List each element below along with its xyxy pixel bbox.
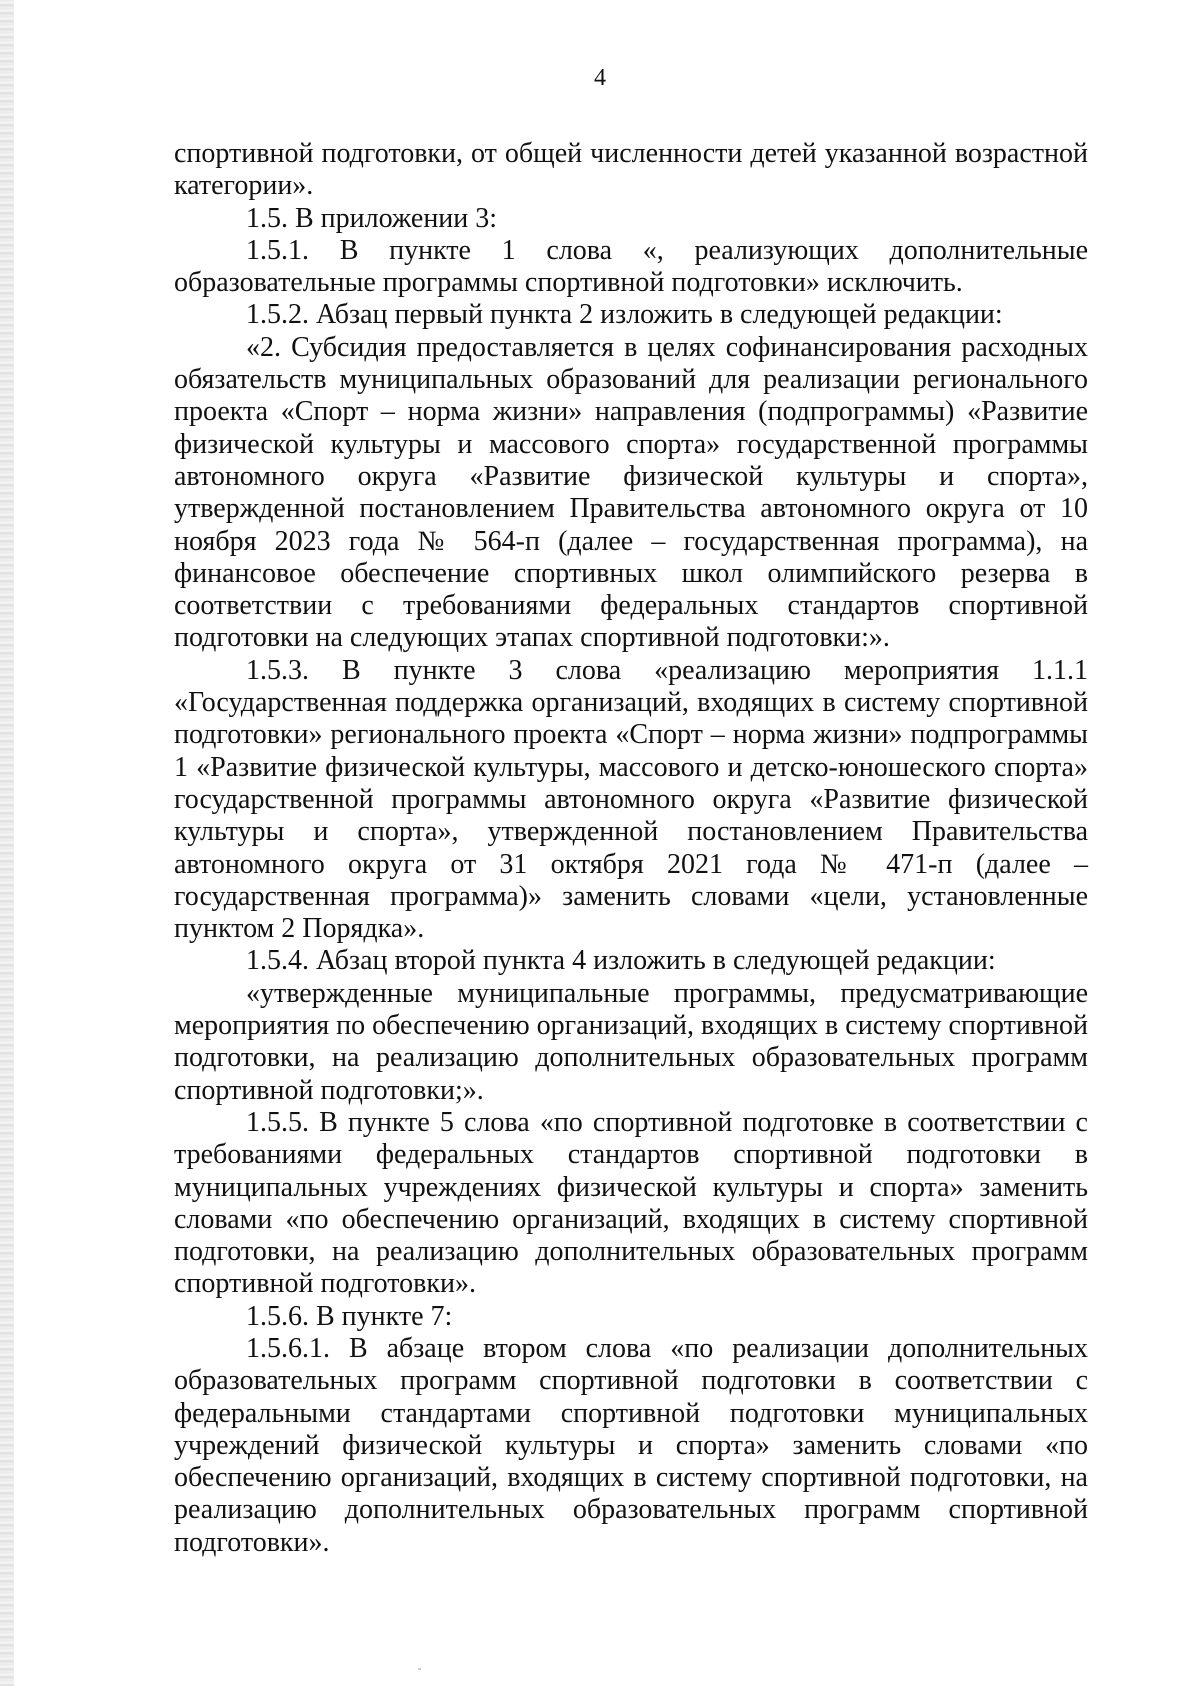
paragraph-1-5: 1.5. В приложении 3: [246,202,498,234]
paragraph-continuation: спортивной подготовки, от общей численности детей указанной возрастной категории». [174,138,1088,202]
scan-edge-artifact [0,0,14,1686]
paragraph-1-5-3: 1.5.3. В пункте 3 слова «реализацию мероприятия 1.1.1 «Государственная поддержка организаций, входящих в систему спортивной подготовки» регионального проекта «Спорт – норма жизни» подпрограммы 1 «Развитие физической культуры, массового и детско-юношеского спорта» государственной программы автономного округа «Развитие физической культуры и спорта», утвержденной постановлением Правительства автономного округа от 31 октября 2021 года № 471-п (далее – государственная программа)» заменить словами «цели, установленные пунктом 2 Порядка». [174,654,1088,945]
paragraph-1-5-2: 1.5.2. Абзац первый пункта 2 изложить в следующей редакции: [246,299,1003,331]
paragraph-1-5-6-1: 1.5.6.1. В абзаце втором слова «по реализации дополнительных образовательных программ спортивной подготовки в соответствии с федеральными стандартами спортивной подготовки муниципальных учреждений физической культуры и спорта» заменить словами «по обеспечению организаций, входящих в систему спортивной подготовки, на реализацию дополнительных образовательных программ спортивной подготовки». [174,1332,1088,1558]
paragraph-quote-subsidy: «2. Субсидия предоставляется в целях софинансирования расходных обязательств муниципальных образований для реализации регионального проекта «Спорт – норма жизни» направления (подпрограммы) «Развитие физической культуры и массового спорта» государственной программы автономного округа «Развитие физической культуры и спорта», утвержденной постановлением Правительства автономного округа от 10 ноября 2023 года № 564-п (далее – государственная программа), на финансовое обеспечение спортивных школ олимпийского резерва в соответствии с требованиями федеральных стандартов спортивной подготовки на следующих этапах спортивной подготовки:». [174,331,1088,654]
paragraph-1-5-4: 1.5.4. Абзац второй пункта 4 изложить в следующей редакции: [246,945,996,977]
paragraph-quote-programs: «утвержденные муниципальные программы, предусматривающие мероприятия по обеспечению организаций, входящих в систему спортивной подготовки, на реализацию дополнительных образовательных программ спортивной подготовки;». [174,977,1088,1106]
paragraph-1-5-1: 1.5.1. В пункте 1 слова «, реализующих дополнительные образовательные программы спортивной подготовки» исключить. [174,234,1088,299]
scan-speck [418,1668,421,1670]
document-body [174,138,1088,1559]
page-number: 4 [594,65,606,91]
paragraph-1-5-6: 1.5.6. В пункте 7: [246,1300,453,1332]
paragraph-1-5-5: 1.5.5. В пункте 5 слова «по спортивной подготовке в соответствии с требованиями федеральных стандартов спортивной подготовки в муниципальных учреждениях физической культуры и спорта» заменить словами «по обеспечению организаций, входящих в систему спортивной подготовки, на реализацию дополнительных образовательных программ спортивной подготовки». [174,1106,1088,1300]
